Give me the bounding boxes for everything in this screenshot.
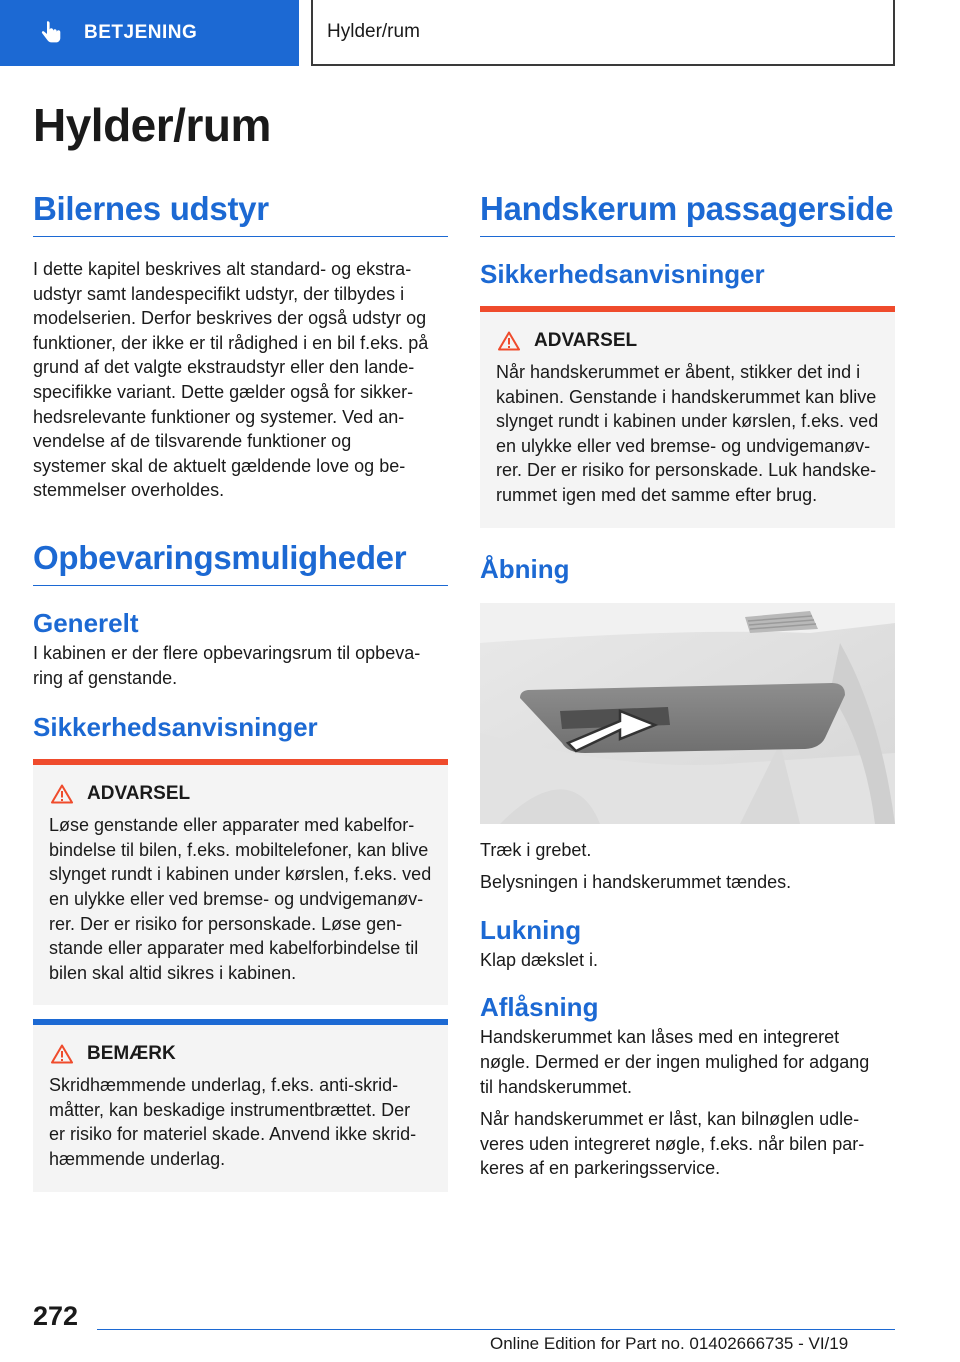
warning-title-right: ADVARSEL <box>534 330 638 351</box>
heading-generelt: Generelt <box>33 607 139 638</box>
page-heading: Hylder/rum <box>327 21 420 42</box>
warning-text-right: Når handskerummet er åbent, stikker det ind i kabinen. Genstande i handskerummet kan blive slynget rundt i kabinen under kørslen, f.eks. ved en ulykke eller ved bremse- og undvigemanøv- rer. Der er risiko for personskade. Luk handske- rummet igen med det samme efter brug. <box>496 362 879 505</box>
footer-edition: Online Edition for Part no. 01402666735 - VI/19 <box>490 1334 849 1353</box>
heading-aabning: Åbning <box>480 553 570 584</box>
paragraph-belysning: Belysningen i handskerummet tændes. <box>480 872 792 893</box>
notice-triangle-icon <box>51 1044 73 1064</box>
section-tab <box>0 0 299 66</box>
page-number: 272 <box>33 1301 79 1331</box>
warning-text: Løse genstande eller apparater med kabelfor- bindelse til bilen, f.eks. mobiltelefoner, kan blive slynget rundt i kabinen under kørslen, f.eks. ved en ulykke eller ved bremse- og undvigemanøv- rer. Der er risiko for personskade. Løse gen- stande eller apparater med kabelforbindelse til bilen skal altid sikres i kabinen. <box>49 815 432 983</box>
notice-box <box>33 1019 448 1191</box>
heading-handskerum-passagerside: Handskerum passagerside <box>480 190 895 237</box>
heading-lukning: Lukning <box>480 914 582 945</box>
heading-opbevaringsmuligheder: Opbevaringsmuligheder <box>33 539 448 586</box>
notice-title: BEMÆRK <box>87 1043 176 1065</box>
notice-text: Skridhæmmende underlag, f.eks. anti-skrid- måtter, kan beskadige instrumentbrættet. Der er risiko for materiel skade. Anvend ikke skrid- hæmmende underlag. <box>49 1075 417 1170</box>
heading-aflaasning: Aflåsning <box>480 992 599 1023</box>
warning-triangle-icon <box>498 331 520 351</box>
paragraph-aflaasning-1: Handskerummet kan låses med en integreret nøgle. Dermed er der ingen mulighed for adgang til handskerummet. <box>480 1027 870 1097</box>
paragraph-bilernes-udstyr: I dette kapitel beskrives alt standard- og ekstra- udstyr samt landespecifikt udstyr, der tilbydes i modelserien. Derfor beskrives der også udstyr og funktioner, der ikke er til rådighed i en bil f.eks. på grund af det valgte ekstraudstyr eller den lande- specifikke variant. Dette gælder også for sikker- hedsrelevante funktioner og systemer. Ved an- vendelse af de tilsvarende funktioner og systemer skal de aktuelt gældende love og be- stemmelser overholdes. <box>33 259 429 501</box>
page-heading-box <box>311 0 895 66</box>
heading-sikkerhedsanvisninger-right: Sikkerhedsanvisninger <box>480 259 765 289</box>
left-column <box>33 190 448 1192</box>
paragraph-traek: Træk i grebet. <box>480 839 592 860</box>
warning-box-right <box>480 306 895 528</box>
heading-sikkerhedsanvisninger: Sikkerhedsanvisninger <box>33 712 318 743</box>
paragraph-aflaasning-2: Når handskerummet er låst, kan bilnøglen udle- veres uden integreret nøgle, f.eks. når bilen par- keres af en parkeringsservice. <box>480 1109 865 1179</box>
paragraph-generelt: I kabinen er der flere opbevaringsrum til opbeva- ring af genstande. <box>33 642 421 688</box>
paragraph-lukning: Klap dækslet i. <box>480 949 599 970</box>
warning-triangle-icon <box>51 784 73 804</box>
right-column <box>480 190 895 1181</box>
footer-divider <box>97 1329 895 1330</box>
warning-box <box>33 759 448 1005</box>
page-title: Hylder/rum <box>33 99 271 151</box>
warning-title: ADVARSEL <box>87 783 191 805</box>
hand-pointer-icon <box>38 20 64 46</box>
section-label: BETJENING <box>84 22 198 43</box>
glovebox-photo <box>480 603 895 824</box>
heading-bilernes-udstyr: Bilernes udstyr <box>33 190 448 237</box>
